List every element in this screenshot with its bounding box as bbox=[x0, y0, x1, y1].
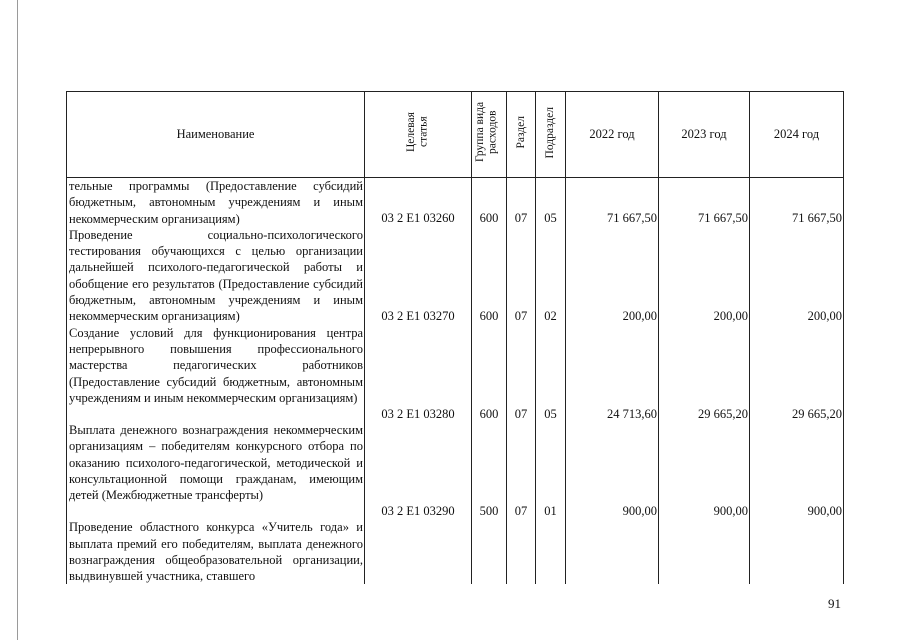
col-header-group bbox=[472, 92, 507, 178]
row-2023 bbox=[659, 519, 750, 584]
row-2023-value: 29 665,20 bbox=[698, 406, 748, 421]
row-section bbox=[507, 519, 536, 584]
col-header-2022: 2022 год bbox=[566, 92, 659, 178]
row-target-value: 03 2 E1 03280 bbox=[381, 406, 455, 421]
row-group-value: 600 bbox=[479, 211, 499, 225]
row-2022-value: 200,00 bbox=[622, 308, 657, 323]
row-2024-value: 71 667,50 bbox=[792, 211, 842, 225]
col-header-group-label: Группа вида расходов bbox=[474, 102, 499, 163]
row-2022 bbox=[566, 422, 659, 519]
table-row bbox=[67, 178, 844, 227]
row-2022 bbox=[566, 519, 659, 584]
row-target bbox=[365, 422, 472, 519]
row-group bbox=[472, 178, 507, 227]
row-subsection-value: 05 bbox=[544, 211, 557, 225]
row-2023 bbox=[659, 227, 750, 325]
table-header-row bbox=[67, 92, 844, 178]
row-target-value: 03 2 E1 03270 bbox=[381, 308, 455, 323]
row-2022 bbox=[566, 325, 659, 422]
col-header-target bbox=[365, 92, 472, 178]
row-description: тельные программы (Предоставление субсидий бюджетным, автономным учреждениям и иным некоммерческим организациям) bbox=[67, 178, 365, 227]
row-group-value: 600 bbox=[479, 406, 499, 421]
row-subsection-value: 05 bbox=[544, 406, 557, 421]
col-header-subsection-label: Подраздел bbox=[544, 106, 557, 159]
row-2024 bbox=[750, 422, 844, 519]
row-2023 bbox=[659, 178, 750, 227]
row-2024-value: 29 665,20 bbox=[792, 406, 842, 421]
table-row bbox=[67, 325, 844, 422]
col-header-2023: 2023 год bbox=[659, 92, 750, 178]
row-group bbox=[472, 325, 507, 422]
page-number: 91 bbox=[828, 596, 841, 611]
row-target bbox=[365, 519, 472, 584]
col-header-section bbox=[507, 92, 536, 178]
row-2022-value: 24 713,60 bbox=[607, 406, 657, 421]
row-2023-value: 71 667,50 bbox=[698, 211, 748, 225]
row-subsection bbox=[536, 325, 566, 422]
row-section-value: 07 bbox=[514, 503, 528, 518]
table-row bbox=[67, 422, 844, 519]
table-row bbox=[67, 519, 844, 584]
row-section bbox=[507, 422, 536, 519]
row-target bbox=[365, 178, 472, 227]
row-description: Проведение социально-психологического тестирования обучающихся с целью организации дальнейшей психолого-педагогической работы и обобщение его результатов (Предоставление субсидий бюджетным, автономным учреждениям и иным некоммерческим организациям) bbox=[67, 227, 365, 325]
row-section-value: 07 bbox=[514, 406, 528, 421]
row-target-value: 03 2 E1 03290 bbox=[381, 503, 455, 518]
row-section bbox=[507, 178, 536, 227]
row-subsection-value: 01 bbox=[544, 503, 557, 518]
row-subsection bbox=[536, 422, 566, 519]
row-group-value: 500 bbox=[479, 503, 499, 518]
row-2023 bbox=[659, 325, 750, 422]
col-header-section-label: Раздел bbox=[514, 116, 527, 149]
row-2024 bbox=[750, 178, 844, 227]
row-group bbox=[472, 227, 507, 325]
row-target bbox=[365, 227, 472, 325]
row-section-value: 07 bbox=[514, 308, 528, 323]
budget-table bbox=[66, 91, 844, 584]
row-2022 bbox=[566, 178, 659, 227]
row-subsection bbox=[536, 227, 566, 325]
row-2022 bbox=[566, 227, 659, 325]
row-2024-value: 200,00 bbox=[807, 308, 842, 323]
row-section-value: 07 bbox=[514, 211, 528, 225]
row-2023-value: 200,00 bbox=[713, 308, 748, 323]
row-subsection-value: 02 bbox=[544, 308, 557, 323]
row-section bbox=[507, 325, 536, 422]
col-header-name: Наименование bbox=[67, 92, 365, 178]
row-2023 bbox=[659, 422, 750, 519]
row-2024-value: 900,00 bbox=[807, 503, 842, 518]
row-2024 bbox=[750, 325, 844, 422]
row-subsection bbox=[536, 519, 566, 584]
col-header-target-label: Целевая статья bbox=[405, 112, 430, 153]
row-2024 bbox=[750, 227, 844, 325]
row-2024 bbox=[750, 519, 844, 584]
row-group-value: 600 bbox=[479, 308, 499, 323]
row-description: Проведение областного конкурса «Учитель года» и выплата премий его победителям, выплата денежного вознаграждения общеобразовательной организации, выдвинувшей участника, ставшего bbox=[67, 519, 365, 584]
row-target-value: 03 2 E1 03260 bbox=[381, 211, 455, 225]
row-2023-value: 900,00 bbox=[713, 503, 748, 518]
row-group bbox=[472, 422, 507, 519]
page-edge-line bbox=[17, 0, 18, 640]
table-row bbox=[67, 227, 844, 325]
row-target bbox=[365, 325, 472, 422]
row-description: Создание условий для функционирования центра непрерывного повышения профессионального мастерства педагогических работников (Предоставление субсидий бюджетным, автономным учреждениям и иным некоммерческим организациям) bbox=[67, 325, 365, 422]
row-2022-value: 900,00 bbox=[622, 503, 657, 518]
row-group bbox=[472, 519, 507, 584]
col-header-subsection bbox=[536, 92, 566, 178]
col-header-2024: 2024 год bbox=[750, 92, 844, 178]
row-section bbox=[507, 227, 536, 325]
row-description: Выплата денежного вознаграждения некоммерческим организациям – победителям конкурсного отбора по оказанию психолого-педагогической, методической и консультационной помощи гражданам, имеющим детей (Межбюджетные трансферты) bbox=[67, 422, 365, 519]
row-2022-value: 71 667,50 bbox=[607, 211, 657, 225]
row-subsection bbox=[536, 178, 566, 227]
